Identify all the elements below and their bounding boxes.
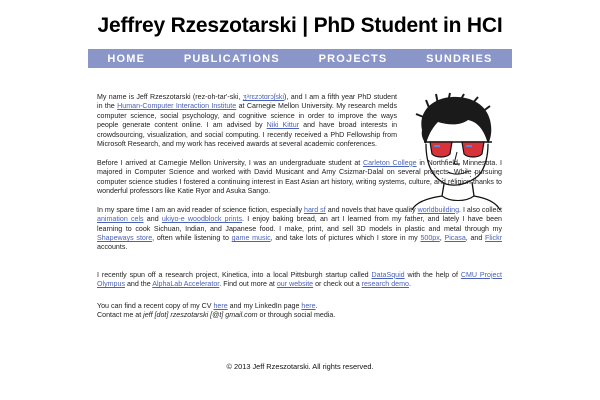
footer-copyright: © 2013 Jeff Rzeszotarski. All rights reserved.	[226, 362, 374, 371]
bio-paragraph-education: Before I arrived at Carnegie Mellon University, I was an undergraduate student at Carleton College in Northfield, Minnesota. I majored in Computer Science and worked with David Musicant and Amy Csizmar-Dalal on several projects. While pursuing computer science studies I fostered a continuing interest in East Asian art history, writing systems, culture, and religion thanks to wonderful professors like Katie Ryor and Asuka Sango.	[97, 158, 503, 196]
shapeways-link[interactable]: Shapeways store	[97, 234, 153, 243]
datasquid-link[interactable]: DataSquid	[371, 270, 405, 279]
bio-paragraph-hobbies: In my spare time I am an avid reader of science fiction, especially hard sf and novels that have quality worldbuilding. I also collect animation cels and ukiyo-e woodblock prints. I enjoy baking bread, an art I learned from my father, and lately I have been learning to cook Sichuan, Indian, and Japanese food. I make, print, and sell 3D models in plastic and metal through my Shapeways store, often while listening to game music, and take lots of pictures which I store in my 500px, Picasa, and Flickr accounts.	[97, 205, 503, 252]
bio-paragraph-contact: You can find a recent copy of my CV here and my LinkedIn page here. Contact me at jeff [dot] rzeszotarski [@t] gmail.com or through social media.	[97, 301, 336, 320]
main-nav	[88, 49, 512, 68]
nav-publications[interactable]: PUBLICATIONS	[183, 52, 280, 65]
nav-sundries[interactable]: SUNDRIES	[426, 52, 493, 65]
worldbuilding-link[interactable]: worldbuilding	[417, 205, 460, 214]
project-olympus-link[interactable]: CMU Project Olympus	[97, 270, 502, 289]
nav-home[interactable]: HOME	[107, 52, 146, 65]
website-link[interactable]: our website	[276, 280, 314, 289]
cv-link[interactable]: here	[213, 301, 228, 310]
picasa-link[interactable]: Picasa	[444, 234, 466, 243]
pronunciation-link[interactable]: ʒᵊrɛzɔtɑrɔʃski	[242, 93, 285, 101]
hard-sf-link[interactable]: hard sf	[304, 205, 326, 214]
nav-projects[interactable]: PROJECTS	[318, 52, 388, 65]
500px-link[interactable]: 500px	[420, 234, 440, 243]
research-demo-link[interactable]: research demo	[361, 280, 409, 289]
page-title: Jeffrey Rzeszotarski | PhD Student in HCI	[97, 14, 503, 37]
hcii-link[interactable]: Human-Computer Interaction Institute	[117, 102, 237, 111]
game-music-link[interactable]: game music	[231, 234, 271, 243]
advisor-link[interactable]: Niki Kittur	[266, 121, 300, 130]
carleton-link[interactable]: Carleton College	[362, 158, 417, 167]
bio-content	[97, 93, 502, 330]
flickr-link[interactable]: Flickr	[485, 234, 502, 243]
bio-paragraph-startup: I recently spun off a research project, Kinetica, into a local Pittsburgh startup called DataSquid with the help of CMU Project Olympus and the AlphaLab Accelerator. Find out more at our website or check out a research demo.	[97, 270, 502, 289]
bio-paragraph-intro: My name is Jeff Rzeszotarski (rez-oh-tar'-ski, ʒᵊrɛzɔtɑrɔʃski), and I am a fifth year PhD student in the Human-Computer Interaction Institute at Carnegie Mellon University. My research melds computer science, social psychology, and cognitive science in order to improve the ways people generate content online. I am advised by Niki Kittur and have broad interests in crowdsourcing, visualization, and social computing. I recently received a PhD Fellowship from Microsoft Research, and my work has received awards at several academic conferences.	[97, 93, 398, 149]
alphalab-link[interactable]: AlphaLab Accelerator	[152, 280, 220, 289]
ukiyoe-link[interactable]: ukiyo-e woodblock prints	[161, 215, 243, 224]
animation-cels-link[interactable]: animation cels	[97, 215, 144, 224]
linkedin-link[interactable]: here	[301, 301, 316, 310]
contact-email: jeff [dot] rzeszotarski [@t] gmail.com	[143, 311, 258, 320]
